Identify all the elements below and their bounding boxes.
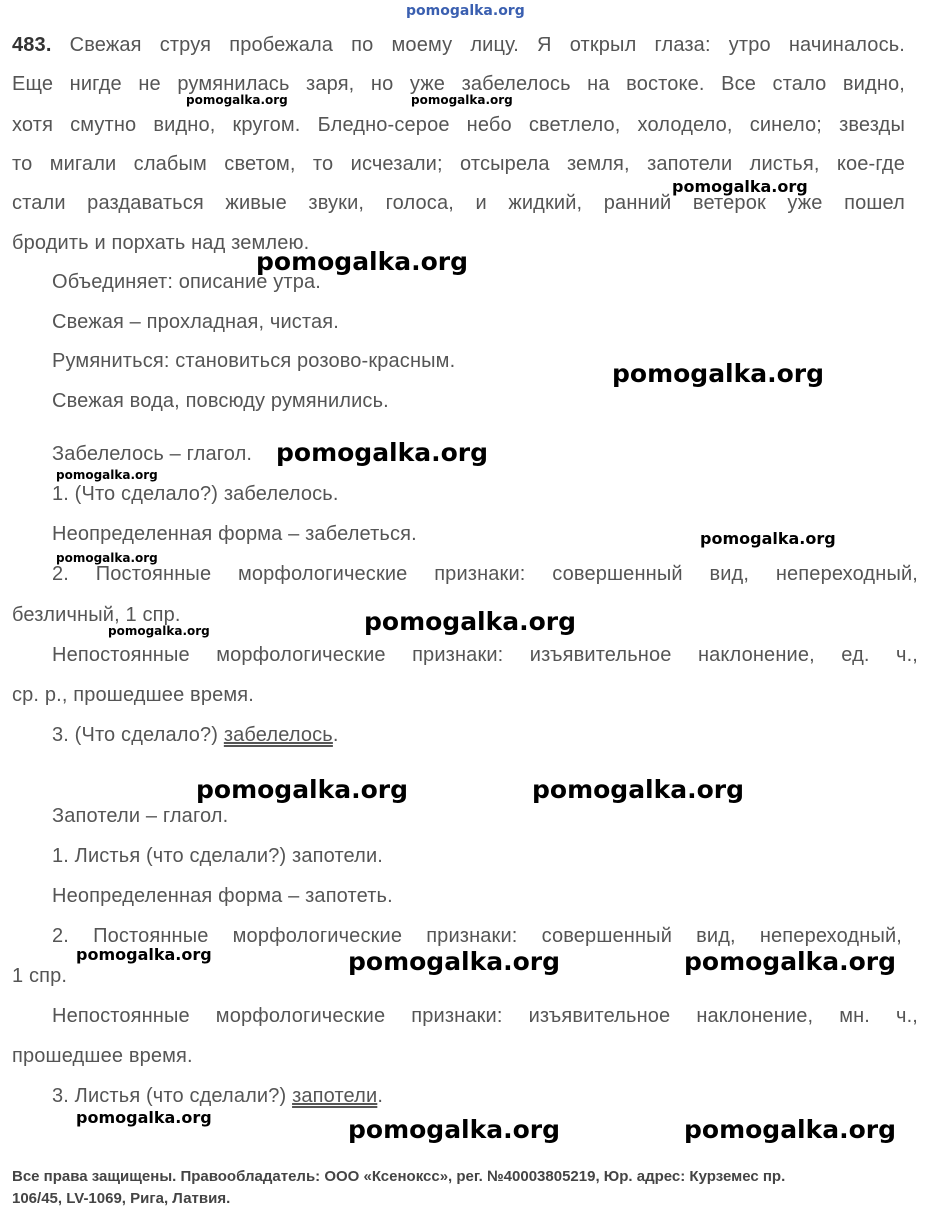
analysis1-infinitive: Неопределенная форма – забелеться. bbox=[52, 523, 417, 545]
watermark: pomogalka.org bbox=[196, 775, 409, 804]
analysis1-q1: 1. (Что сделало?) забелелось. bbox=[52, 483, 339, 505]
watermark: pomogalka.org bbox=[532, 775, 745, 804]
watermark: pomogalka.org bbox=[276, 438, 489, 467]
answer-unites: Объединяет: описание утра. bbox=[52, 271, 321, 293]
watermark: pomogalka.org bbox=[76, 1108, 212, 1127]
watermark: pomogalka.org bbox=[684, 1115, 897, 1144]
paragraph-line-3: хотя смутно видно, кругом. Бледно-серое небо светлело, холодело, синело; звезды bbox=[12, 114, 905, 136]
analysis1-q3: 3. (Что сделало?) забелелось. bbox=[52, 724, 339, 746]
analysis2-q1: 1. Листья (что сделали?) запотели. bbox=[52, 845, 383, 867]
watermark: pomogalka.org bbox=[612, 359, 825, 388]
answer-redden: Румяниться: становиться розово-красным. bbox=[52, 350, 456, 372]
paragraph-line-2: Еще нигде не румянилась заря, но уже забелелось на востоке. Все стало видно, bbox=[12, 73, 905, 95]
analysis2-predicate: запотели bbox=[292, 1085, 378, 1107]
watermark: pomogalka.org bbox=[411, 93, 513, 107]
analysis2-infinitive: Неопределенная форма – запотеть. bbox=[52, 885, 393, 907]
watermark: pomogalka.org bbox=[406, 3, 525, 19]
copyright-line-1: Все права защищены. Правообладатель: ООО «Ксеноксс», рег. №40003805219, Юр. адрес: Курземес пр. bbox=[12, 1168, 786, 1185]
watermark: pomogalka.org bbox=[684, 947, 897, 976]
analysis1-variable-features-cont: ср. р., прошедшее время. bbox=[12, 684, 254, 706]
analysis2-variable-features: Непостоянные морфологические признаки: изъявительное наклонение, мн. ч., bbox=[52, 1005, 918, 1027]
watermark: pomogalka.org bbox=[108, 624, 210, 638]
watermark: pomogalka.org bbox=[186, 93, 288, 107]
exercise-number: 483. bbox=[12, 34, 52, 56]
answer-fresh: Свежая – прохладная, чистая. bbox=[52, 311, 339, 333]
analysis2-constant-features-cont: 1 спр. bbox=[12, 965, 68, 987]
watermark: pomogalka.org bbox=[364, 607, 577, 636]
answer-examples: Свежая вода, повсюду румянились. bbox=[52, 390, 389, 412]
analysis1-heading: Забелелось – глагол. bbox=[52, 443, 253, 465]
analysis2-constant-features: 2. Постоянные морфологические признаки: совершенный вид, непереходный, bbox=[52, 925, 902, 947]
watermark: pomogalka.org bbox=[76, 945, 212, 964]
watermark: pomogalka.org bbox=[348, 1115, 561, 1144]
watermark: pomogalka.org bbox=[56, 551, 158, 565]
paragraph-line-4: то мигали слабым светом, то исчезали; отсырела земля, запотели листья, кое-где bbox=[12, 153, 905, 175]
watermark: pomogalka.org bbox=[56, 468, 158, 482]
watermark: pomogalka.org bbox=[348, 947, 561, 976]
analysis1-constant-features: 2. Постоянные морфологические признаки: совершенный вид, непереходный, bbox=[52, 563, 918, 585]
analysis2-q3: 3. Листья (что сделали?) запотели. bbox=[52, 1085, 384, 1107]
copyright-line-2: 106/45, LV-1069, Рига, Латвия. bbox=[12, 1190, 231, 1207]
watermark: pomogalka.org bbox=[700, 529, 836, 548]
paragraph-line-1: 483. Свежая струя пробежала по моему лицу. Я открыл глаза: утро начиналось. bbox=[12, 34, 905, 56]
analysis1-predicate: забелелось bbox=[223, 724, 333, 746]
analysis2-heading: Запотели – глагол. bbox=[52, 805, 229, 827]
watermark: pomogalka.org bbox=[672, 177, 808, 196]
paragraph-line-5: стали раздаваться живые звуки, голоса, и жидкий, ранний ветерок уже пошел bbox=[12, 192, 905, 214]
copyright-footer bbox=[12, 1166, 918, 1210]
watermark: pomogalka.org bbox=[256, 247, 469, 276]
analysis1-variable-features: Непостоянные морфологические признаки: изъявительное наклонение, ед. ч., bbox=[52, 644, 918, 666]
analysis2-variable-features-cont: прошедшее время. bbox=[12, 1045, 193, 1067]
analysis1-constant-features-cont: безличный, 1 спр. bbox=[12, 604, 181, 626]
paragraph-line-6: бродить и порхать над землею. bbox=[12, 232, 310, 254]
